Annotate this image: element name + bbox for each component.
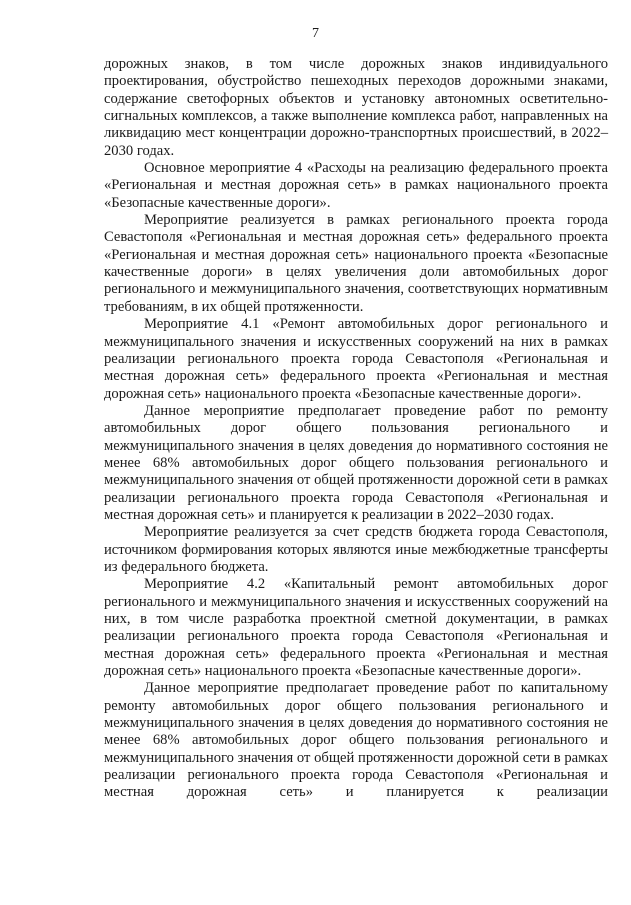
page-number: 7 — [312, 26, 319, 41]
paragraph-activity-4-2-details: Данное мероприятие предполагает проведение работ по капитальному ремонту автомобильных дорог общего пользования регионального и межмуниципального значения в целях доведения до нормативного состояния не менее 68% автомобильных дорог общего пользования регионального и межмуниципального значения от общей протяженности дорожной сети в рамках реализации регионального проекта города Севастополя «Региональная и местная дорожная сеть» и планируется к реализации — [104, 680, 608, 801]
paragraph-continuation: дорожных знаков, в том числе дорожных знаков индивидуального проектирования, обустройство пешеходных переходов дорожными знаками, содержание светофорных объектов и установку автономных осветительно-сигнальных комплексов, а также выполнение комплекса работ, направленных на ликвидацию мест концентрации дорожно-транспортных происшествий, в 2022–2030 годах. — [104, 56, 608, 159]
paragraph-main-activity-4: Основное мероприятие 4 «Расходы на реализацию федерального проекта «Региональная и местная дорожная сеть» в рамках национального проекта «Безопасные качественные дороги». — [104, 160, 608, 211]
paragraph-activity-4-1: Мероприятие 4.1 «Ремонт автомобильных дорог регионального и межмуниципального значения и искусственных сооружений на них в рамках реализации регионального проекта города Севастополя «Региональная и местная дорожная сеть» федерального проекта «Региональная и местная дорожная сеть» национального проекта «Безопасные качественные дороги». — [104, 316, 608, 402]
paragraph-funding-source: Мероприятие реализуется за счет средств бюджета города Севастополя, источником формирования которых являются иные межбюджетные трансферты из федерального бюджета. — [104, 524, 608, 575]
document-body — [104, 56, 608, 802]
paragraph-activity-description: Мероприятие реализуется в рамках регионального проекта города Севастополя «Региональная и местная дорожная сеть» федерального проекта «Региональная и местная дорожная сеть» национального проекта «Безопасные качественные дороги» в целях увеличения доли автомобильных дорог регионального и межмуниципального значения, соответствующих нормативным требованиям, в их общей протяженности. — [104, 212, 608, 315]
paragraph-activity-4-1-details: Данное мероприятие предполагает проведение работ по ремонту автомобильных дорог общего пользования регионального и межмуниципального значения в целях доведения до нормативного состояния не менее 68% автомобильных дорог общего пользования регионального и межмуниципального значения от общей протяженности дорожной сети в рамках реализации регионального проекта города Севастополя «Региональная и местная дорожная сеть» и планируется к реализации в 2022–2030 годах. — [104, 402, 608, 523]
paragraph-activity-4-2: Мероприятие 4.2 «Капитальный ремонт автомобильных дорог регионального и межмуниципального значения и искусственных сооружений на них, в том числе разработка проектной сметной документации, в рамках реализации регионального проекта города Севастополя «Региональная и местная дорожная сеть» федерального проекта «Региональная и местная дорожная сеть» национального проекта «Безопасные качественные дороги». — [104, 576, 608, 680]
